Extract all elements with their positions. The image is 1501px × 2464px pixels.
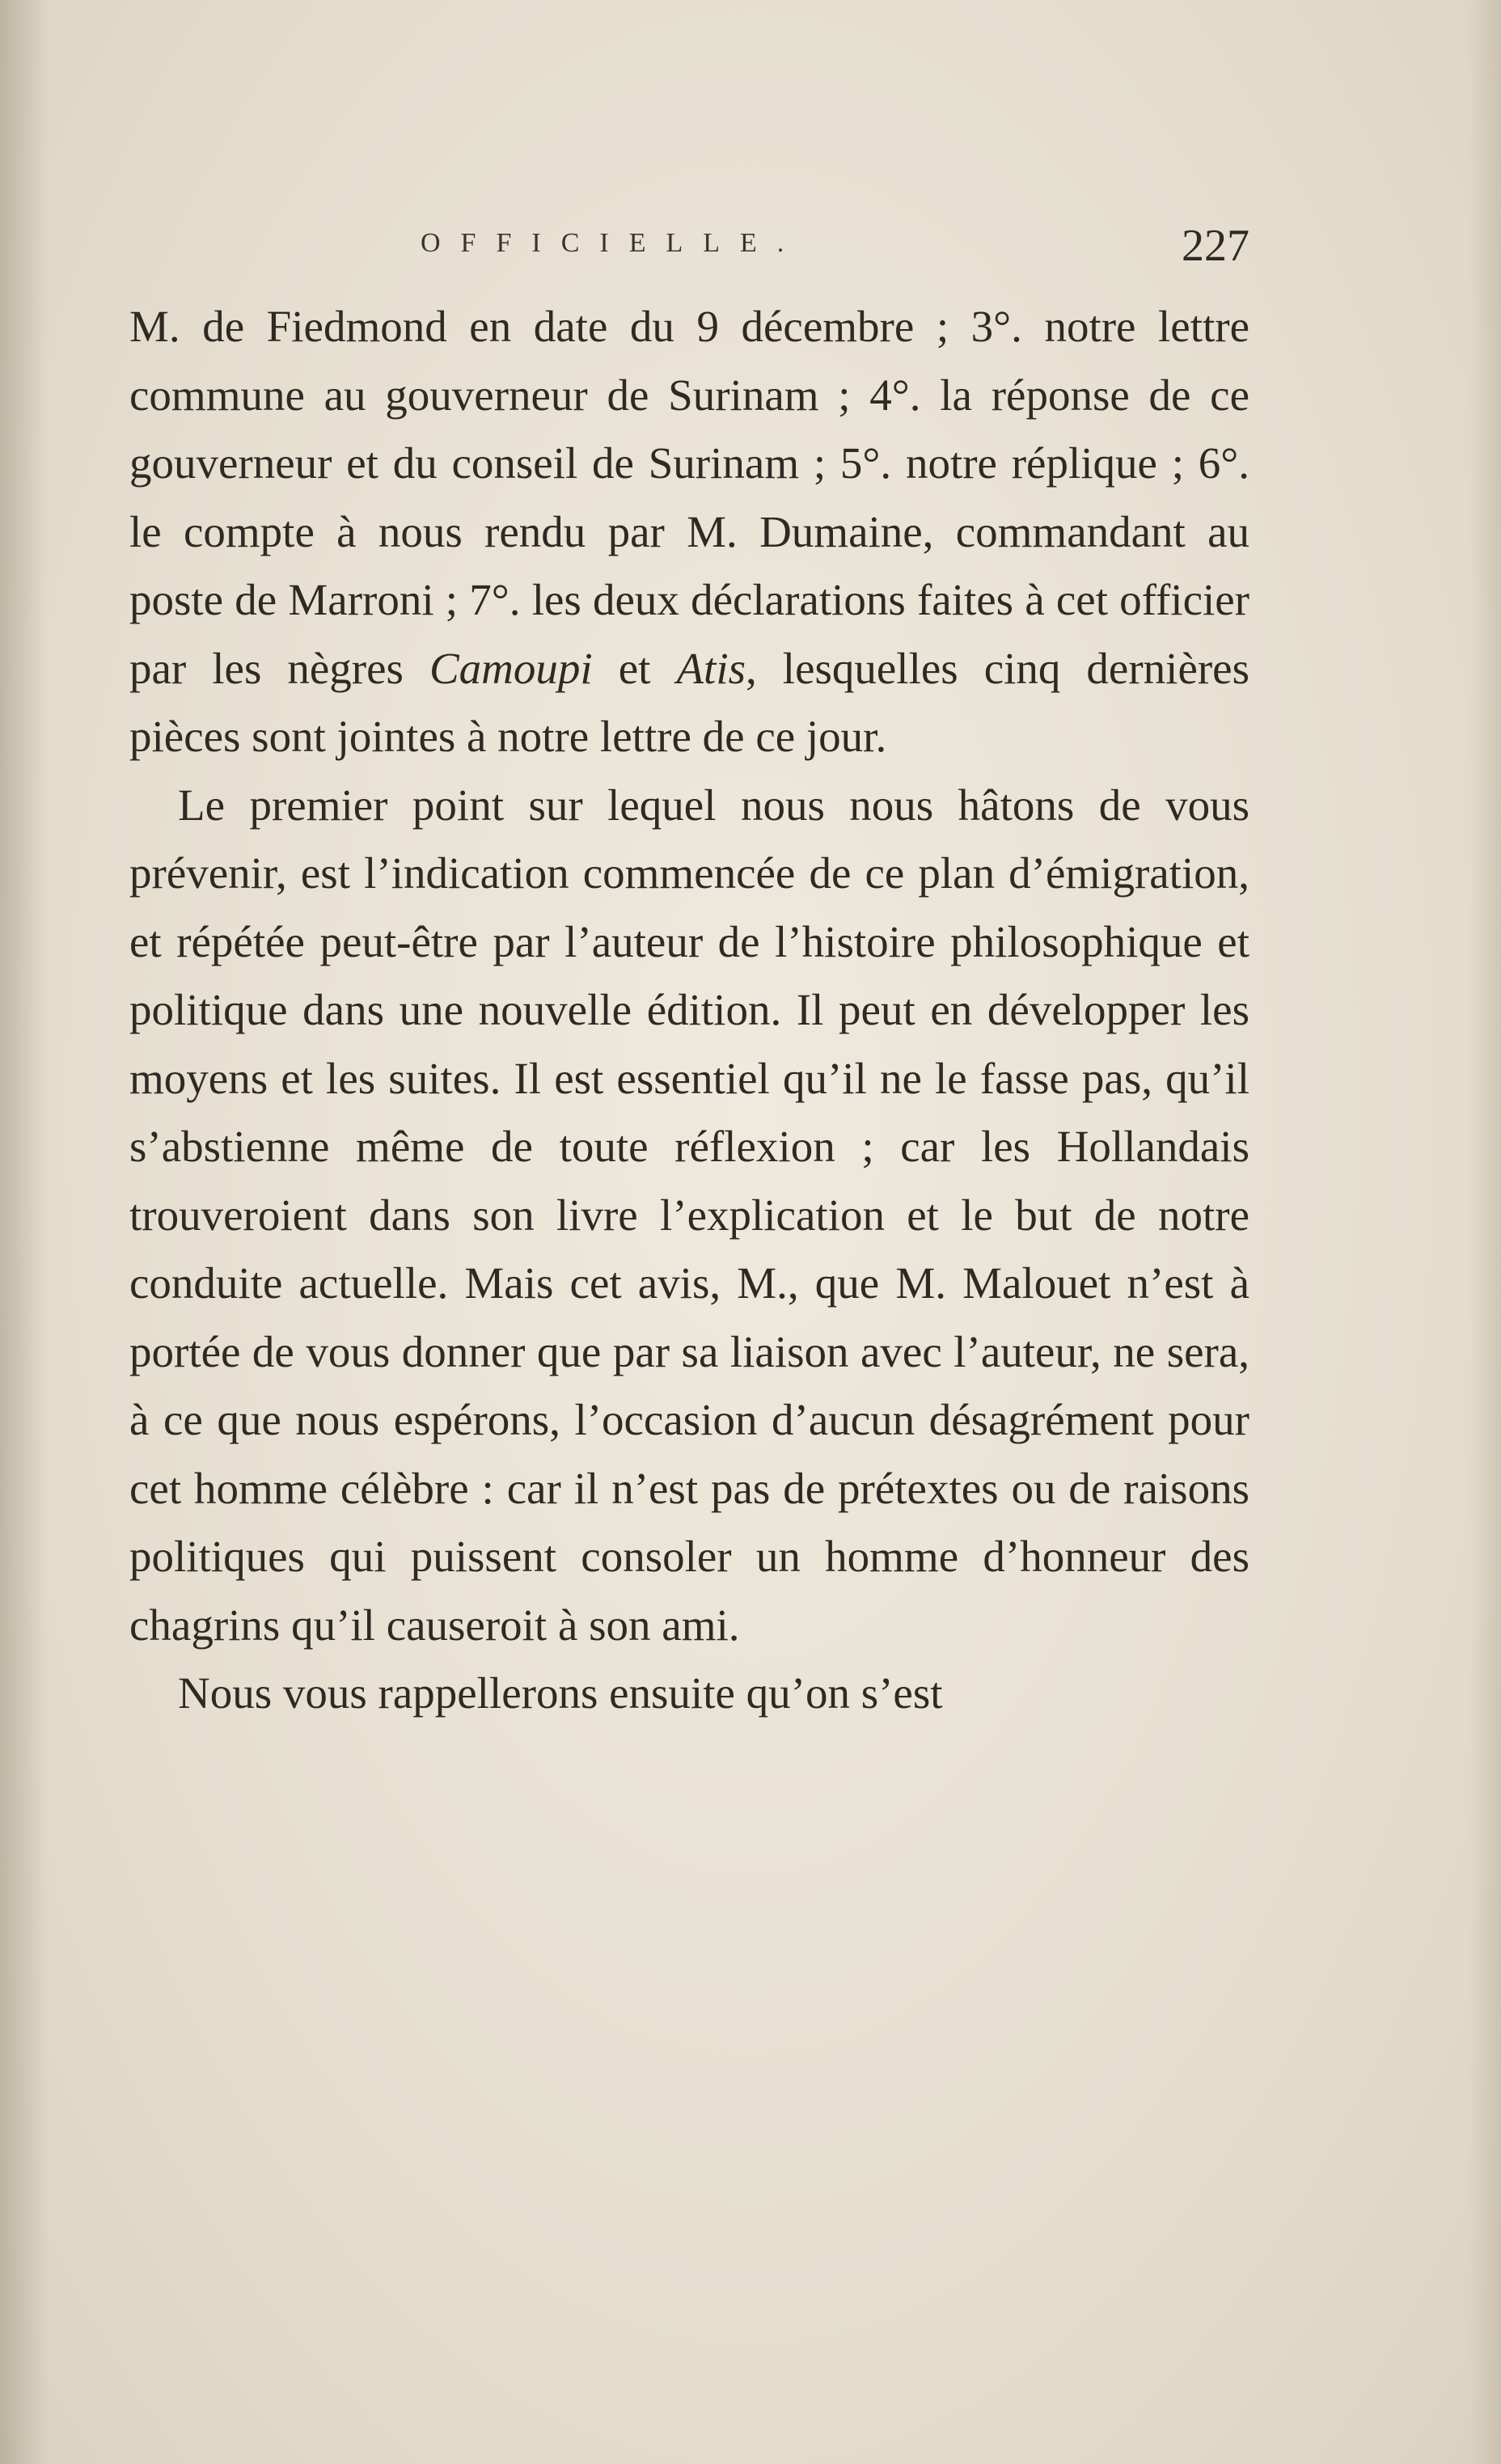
text-segment: Le premier point sur lequel nous nous hâtons de vous prévenir, est l’indication commencée de ce plan d’émigration, et répétée peut-être par l’auteur de l’histoire philosophique et politique dans une nouvelle édition. Il peut en développer les moyens et les suites. Il est essentiel qu’il ne le fasse pas, qu’il s’abstienne même de toute réflexion ; car les Hollandais trouveroient dans son livre l’explication et le but de notre conduite actuelle. Mais cet avis, M., que M. Malouet n’est à portée de vous donner que par sa liaison avec l’auteur, ne sera, à ce que nous espérons, l’occasion d’aucun désagrément pour cet homme célèbre : car il n’est pas de prétextes ou de raisons politiques qui puissent consoler un homme d’honneur des chagrins qu’il causeroit à son ami.	[129, 780, 1249, 1650]
paragraph-1	[129, 293, 1249, 771]
page-header	[129, 220, 1249, 285]
page-gutter-shadow	[0, 0, 49, 2464]
running-head: OFFICIELLE.	[421, 228, 805, 258]
text-segment: M. de Fiedmond en date du 9 décembre ; 3°. notre lettre commune au gouverneur de Surinam ; 4°. la réponse de ce gouverneur et du conseil de Surinam ; 5°. notre réplique ; 6°. le compte à nous rendu par M. Dumaine, commandant au poste de Marroni ; 7°. les deux déclarations faites à cet officier par les nègres	[129, 302, 1249, 693]
paragraph-3	[129, 1659, 1249, 1728]
text-segment: et	[592, 643, 677, 693]
person-name-camoupi: Camoupi	[429, 643, 593, 693]
person-name-atis: Atis	[676, 643, 746, 693]
page-number: 227	[1182, 221, 1249, 271]
paragraph-2	[129, 771, 1249, 1660]
page-edge-shadow	[1469, 0, 1501, 2464]
body-text	[129, 293, 1249, 1728]
text-segment: Nous vous rappellerons ensuite qu’on s’est	[178, 1668, 943, 1718]
text-segment: , lesquelles cinq dernières pièces sont jointes à notre lettre de ce jour.	[129, 643, 1249, 761]
